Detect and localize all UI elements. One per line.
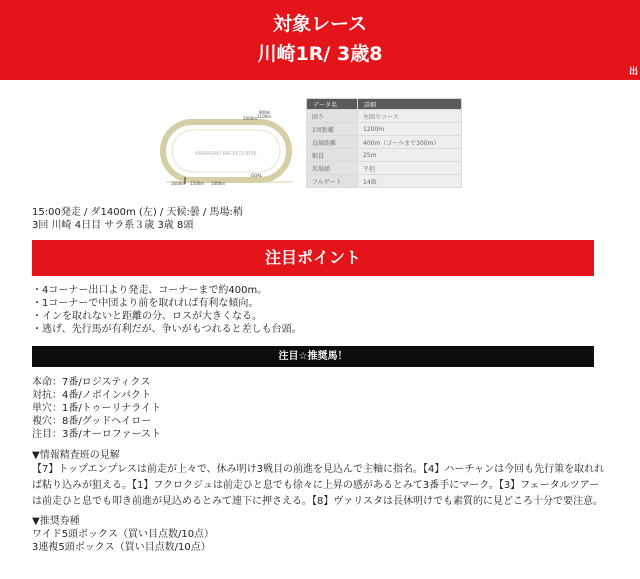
table-row: 馬場傾 平坦 — [307, 162, 462, 175]
table-header: 詳細 — [358, 99, 462, 110]
course-label: 2100m — [257, 114, 272, 119]
list-item: ・1コーナーで中団より前を取れれば有利な傾向。 — [32, 298, 259, 309]
course-label: 2000m — [243, 116, 258, 121]
focus-points-list — [32, 284, 302, 336]
page-header — [0, 0, 640, 80]
course-name: KAWASAKI RACECOURSE — [195, 151, 257, 157]
table-row: フルゲート 14頭 — [307, 175, 462, 188]
race-meeting: 3回 川崎 4日目 サラ系３歳 3歳 8頭 — [32, 220, 194, 231]
race-info — [32, 206, 243, 232]
course-label: 1500m — [190, 181, 205, 186]
tickets-heading: ▼推奨券種 — [32, 516, 80, 527]
list-item: 対抗：4番/ノボインパクト — [32, 390, 152, 401]
list-item: 複穴：8番/グッドヘイロー — [32, 416, 152, 427]
analysis-heading: ▼情報精査班の見解 — [32, 450, 120, 461]
table-header: データ名 — [307, 99, 358, 110]
list-item: 3連複5頭ボックス（買い目点数/10点） — [32, 542, 211, 553]
list-item: 本命：7番/ロジスティクス — [32, 377, 151, 388]
course-data-table — [306, 98, 462, 188]
list-item: ワイド5頭ボックス（買い目点数/10点） — [32, 529, 215, 540]
recommended-horses-bar: 注目☆推奨馬！ — [32, 346, 594, 367]
analysis-text: 【7】トップエンプレスは前走が上々で、休み明け3戦目の前進を見込んで主軸に指名。【4】ハーチャンは今回も先行策を取れれば粘り込みが狙える。【1】フクロクジュは前走ひと息でも徐々に上昇の感があるとみて3番手にマーク。【3】フェータルツアーは前走ひと息でも叩き前進が見込めるとみて連下に押さえる。【8】ヴァリスタは長休明けでも素質的に見どころ十分で要注意。 — [32, 464, 605, 507]
race-title: 川崎1R/ 3歳8 — [257, 43, 383, 65]
list-item: 注目：3番/オーロファースト — [32, 429, 162, 440]
course-map — [155, 100, 305, 195]
header-corner-text[interactable]: 出 — [628, 67, 638, 77]
table-row: 幅員 25m — [307, 149, 462, 162]
list-item: 単穴：1番/トゥーリナライト — [32, 403, 161, 414]
course-label: 1600m — [171, 181, 186, 186]
focus-point-banner: 注目ポイント — [32, 240, 594, 276]
race-conditions: 15:00発走 / ダ1400m (左) / 天候:曇 / 馬場:稍 — [32, 207, 243, 218]
course-label: 900m — [259, 110, 271, 115]
target-race-label: 対象レース — [272, 13, 368, 35]
table-row: 直線距離 400m（ゴールまで300m） — [307, 136, 462, 149]
table-row: 1周距離 1200m — [307, 123, 462, 136]
picks-list — [32, 376, 161, 441]
table-row: 回り 左回りコース — [307, 110, 462, 123]
list-item: ・4コーナー出口より発走、コーナーまで約400m。 — [32, 285, 268, 296]
course-label: 1400m — [211, 181, 226, 186]
list-item: ・インを取れないと距離の分、ロスが大きくなる。 — [32, 311, 262, 322]
list-item: ・逃げ、先行馬が有利だが、争いがもつれると差しも台頭。 — [32, 324, 302, 335]
course-label: GOAL — [251, 173, 263, 178]
